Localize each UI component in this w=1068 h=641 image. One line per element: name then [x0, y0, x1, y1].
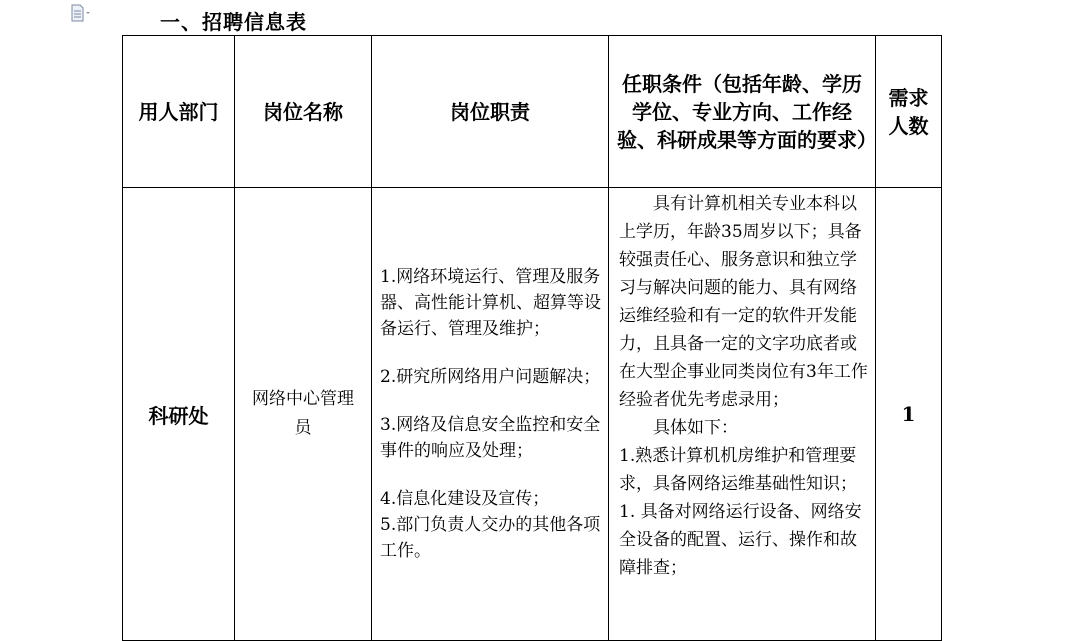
header-row — [123, 36, 942, 188]
requirements-item: 1.熟悉计算机机房维护和管理要求，具备网络运维基础性知识； — [619, 446, 857, 494]
requirements-intro: 具有计算机相关专业本科以上学历，年龄35周岁以下；具备较强责任心、服务意识和独立学习与解决问题的能力、具有网络运维经验和有一定的软件开发能力，且具备一定的文字功底者或在大型企事业同类岗位有3年工作经验者优先考虑录用； — [619, 194, 868, 410]
recruitment-table — [122, 35, 942, 641]
duty-item: 2.研究所网络用户问题解决； — [380, 367, 601, 387]
requirements-cell — [609, 188, 876, 641]
header-dept: 用人部门 — [123, 36, 235, 188]
table-row — [123, 188, 942, 641]
duty-item: 3.网络及信息安全监控和安全事件的响应及处理； — [380, 415, 601, 461]
header-duty: 岗位职责 — [372, 36, 609, 188]
header-count: 需求人数 — [876, 36, 942, 188]
duty-item: 4.信息化建设及宣传； — [380, 489, 550, 509]
dept-cell: 科研处 — [123, 188, 235, 641]
document-icon[interactable] — [70, 4, 92, 24]
requirements-detail-label: 具体如下： — [653, 418, 738, 438]
header-post: 岗位名称 — [235, 36, 372, 188]
duty-item: 1.网络环境运行、管理及服务器、高性能计算机、超算等设备运行、管理及维护； — [380, 267, 601, 339]
duty-item: 5.部门负责人交办的其他各项工作。 — [380, 515, 601, 561]
header-requirements: 任职条件（包括年龄、学历学位、专业方向、工作经验、科研成果等方面的要求） — [609, 36, 876, 188]
count-cell: 1 — [876, 188, 942, 641]
section-title: 一、招聘信息表 — [160, 10, 307, 34]
duties-cell — [372, 188, 609, 641]
requirements-item: 1. 具备对网络运行设备、网络安全设备的配置、运行、操作和故障排查； — [619, 502, 862, 578]
post-cell: 网络中心管理员 — [235, 188, 372, 641]
